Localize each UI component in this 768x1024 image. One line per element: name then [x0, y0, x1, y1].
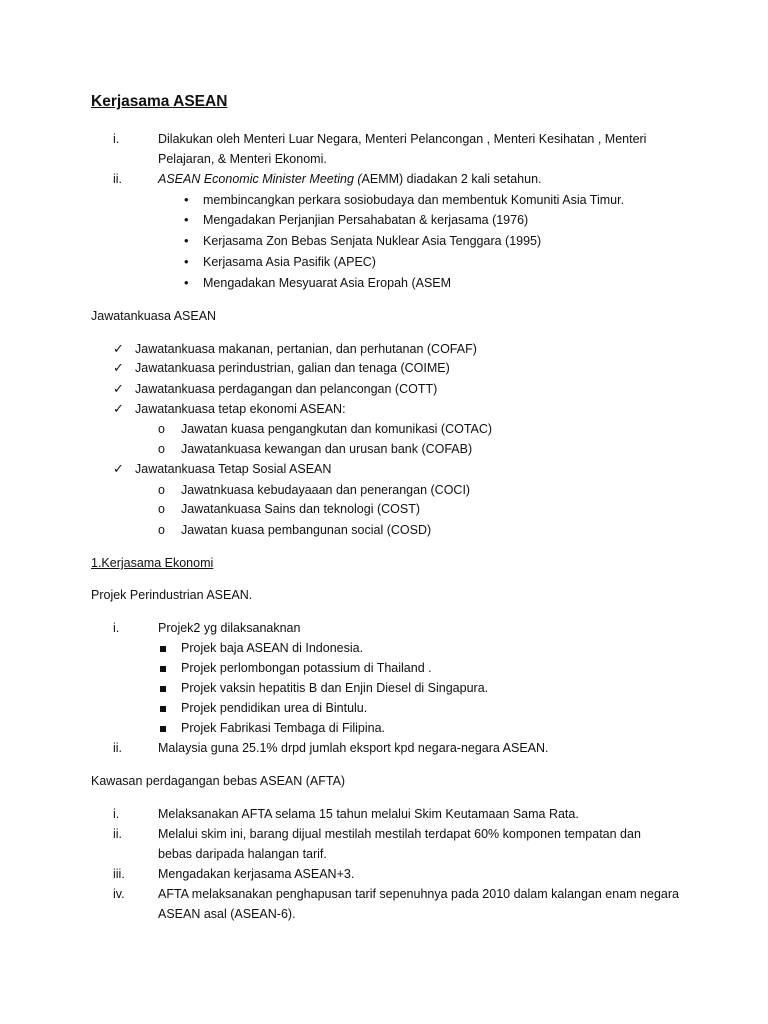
section-heading: Jawatankuasa ASEAN — [91, 309, 217, 323]
section-heading-underlined: 1.Kerjasama Ekonomi — [91, 556, 214, 570]
check-item: Jawatankuasa perindustrian, galian dan tenaga (COIME) — [135, 361, 450, 375]
project-item: Projek baja ASEAN di Indonesia. — [181, 641, 364, 655]
list-text: Melalui skim ini, barang dijual mestilah mestilah terdapat 60% komponen tempatan dan — [158, 827, 641, 841]
checkmark-icon: ✓ — [113, 360, 124, 375]
bullet-text: membincangkan perkara sosiobudaya dan membentuk Komuniti Asia Timur. — [203, 193, 625, 207]
list-number: i. — [113, 132, 120, 146]
list-number: i. — [113, 621, 120, 635]
list-number: iii. — [113, 867, 125, 881]
bullet-icon: • — [184, 233, 189, 248]
square-bullet-icon — [160, 646, 166, 652]
bullet-icon: • — [184, 275, 189, 290]
bullet-icon: • — [184, 212, 189, 227]
project-item: Projek vaksin hepatitis B dan Enjin Diesel di Singapura. — [181, 681, 489, 695]
sub-item: Jawatan kuasa pembangunan social (COSD) — [181, 523, 432, 537]
circle-marker: o — [158, 442, 165, 456]
check-item: Jawatankuasa makanan, pertanian, dan perhutanan (COFAF) — [135, 342, 477, 356]
italic-term: ASEAN Economic Minister Meeting ( — [158, 172, 362, 186]
check-item: Jawatankuasa tetap ekonomi ASEAN: — [135, 402, 346, 416]
sub-item: Jawatnkuasa kebudayaaan dan penerangan (COCI) — [181, 483, 471, 497]
checkmark-icon: ✓ — [113, 341, 124, 356]
square-bullet-icon — [160, 686, 166, 692]
circle-marker: o — [158, 502, 165, 516]
list-text: bebas daripada halangan tarif. — [158, 847, 327, 861]
sub-item: Jawatankuasa Sains dan teknologi (COST) — [181, 502, 421, 516]
square-bullet-icon — [160, 706, 166, 712]
list-number: iv. — [113, 887, 125, 901]
circle-marker: o — [158, 483, 165, 497]
list-text: Pelajaran, & Menteri Ekonomi. — [158, 152, 327, 166]
sub-item: Jawatankuasa kewangan dan urusan bank (COFAB) — [181, 442, 473, 456]
bullet-text: Mengadakan Mesyuarat Asia Eropah (ASEM — [203, 276, 452, 290]
list-text: Dilakukan oleh Menteri Luar Negara, Menteri Pelancongan , Menteri Kesihatan , Menteri — [158, 132, 647, 146]
project-item: Projek pendidikan urea di Bintulu. — [181, 701, 368, 715]
sub-item: Jawatan kuasa pengangkutan dan komunikasi (COTAC) — [181, 422, 493, 436]
list-text: Malaysia guna 25.1% drpd jumlah eksport kpd negara-negara ASEAN. — [158, 741, 549, 755]
square-bullet-icon — [160, 726, 166, 732]
list-text — [158, 171, 542, 187]
circle-marker: o — [158, 523, 165, 537]
list-text-rest: AEMM) diadakan 2 kali setahun. — [361, 172, 542, 186]
page-title: Kerjasama ASEAN — [91, 93, 228, 110]
check-item: Jawatankuasa perdagangan dan pelancongan (COTT) — [135, 382, 438, 396]
bullet-text: Mengadakan Perjanjian Persahabatan & kerjasama (1976) — [203, 213, 529, 227]
list-text: Melaksanakan AFTA selama 15 tahun melalui Skim Keutamaan Sama Rata. — [158, 807, 579, 821]
list-number: ii. — [113, 827, 123, 841]
section-heading: Kawasan perdagangan bebas ASEAN (AFTA) — [91, 774, 346, 788]
project-item: Projek Fabrikasi Tembaga di Filipina. — [181, 721, 386, 735]
list-number: ii. — [113, 172, 123, 186]
list-text: Projek2 yg dilaksanaknan — [158, 621, 301, 635]
bullet-icon: • — [184, 192, 189, 207]
project-item: Projek perlombongan potassium di Thailand . — [181, 661, 432, 675]
check-item: Jawatankuasa Tetap Sosial ASEAN — [135, 462, 332, 476]
list-number: i. — [113, 807, 120, 821]
circle-marker: o — [158, 422, 165, 436]
square-bullet-icon — [160, 666, 166, 672]
list-number: ii. — [113, 741, 123, 755]
list-text: Mengadakan kerjasama ASEAN+3. — [158, 867, 355, 881]
list-text: ASEAN asal (ASEAN-6). — [158, 907, 296, 921]
bullet-text: Kerjasama Zon Bebas Senjata Nuklear Asia Tenggara (1995) — [203, 234, 542, 248]
checkmark-icon: ✓ — [113, 461, 124, 476]
bullet-text: Kerjasama Asia Pasifik (APEC) — [203, 255, 376, 269]
list-text: AFTA melaksanakan penghapusan tarif sepenuhnya pada 2010 dalam kalangan enam negara — [158, 887, 679, 901]
checkmark-icon: ✓ — [113, 381, 124, 396]
checkmark-icon: ✓ — [113, 401, 124, 416]
sub-heading: Projek Perindustrian ASEAN. — [91, 588, 253, 602]
bullet-icon: • — [184, 254, 189, 269]
